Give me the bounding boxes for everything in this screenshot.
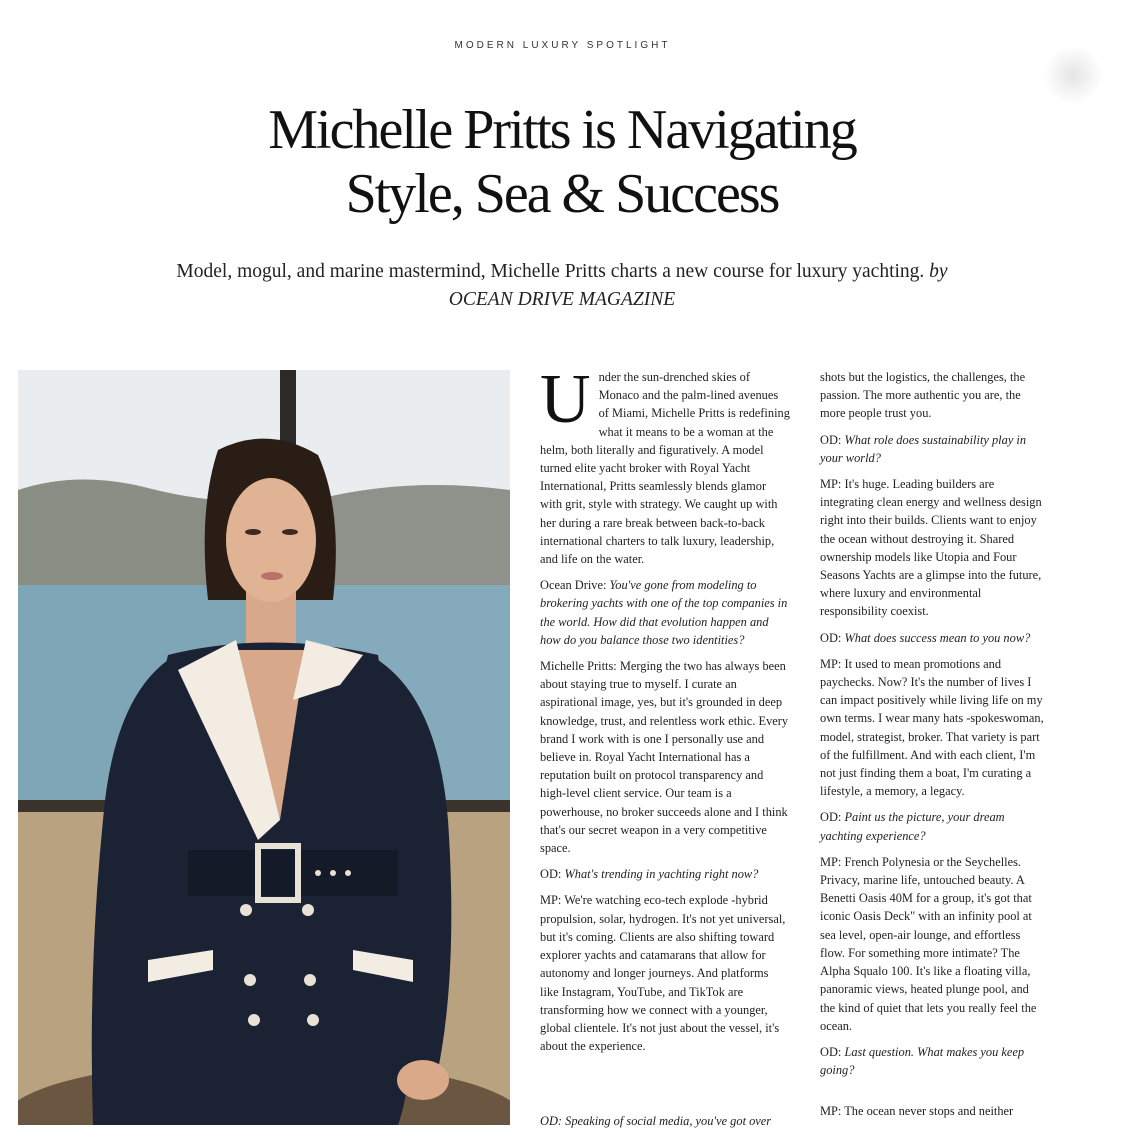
article-column-1: [540, 361, 790, 1063]
answer-4-speaker: MP:: [820, 477, 842, 492]
question-7-text: Last question. What makes you keep going?: [820, 1044, 1025, 1078]
question-6-speaker: OD:: [820, 810, 842, 825]
question-5-text: What does success mean to you now?: [844, 630, 1031, 645]
question-6: [820, 808, 1045, 844]
question-6-text: Paint us the picture, your dream yachting experience?: [820, 810, 1005, 843]
question-2-text: What's trending in yachting right now?: [564, 867, 759, 882]
question-1-text: You've gone from modeling to brokering yachts with one of the top companies in the world. How did that evolution happen and how do you balance those two identities?: [540, 578, 788, 647]
question-4-speaker: OD:: [820, 432, 842, 447]
dek-text: Model, mogul, and marine mastermind, Michelle Pritts charts a new course for luxury yachting.: [176, 261, 925, 282]
question-4-text: What role does sustainability play in your world?: [820, 432, 1027, 465]
answer-1-text: Merging the two has always been about staying true to myself. I curate an aspirational image, yes, but it's grounded in deep knowledge, trust, and relentless work ethic. Every brand I work with is one I personally use and believe in. Royal Yacht International has a reputation built on protocol transparency and high-level client service. Our team is a powerhouse, no broker succeeds alone and I think that's our secret weapon in a very competitive space.: [540, 659, 789, 856]
article-column-2: [820, 368, 1045, 1087]
question-1: [540, 576, 790, 649]
answer-6-speaker: MP:: [820, 854, 842, 869]
page-smudge: [1043, 45, 1103, 105]
question-2: [540, 865, 790, 883]
headline-line-2: Style, Sea & Success: [345, 163, 779, 225]
portrait-photo: [18, 370, 510, 1125]
headline-line-1: Michelle Pritts is Navigating: [268, 99, 856, 161]
question-7-speaker: OD:: [820, 1044, 842, 1059]
question-2-speaker: OD:: [540, 867, 562, 882]
intro-text: nder the sun-drenched skies of Monaco and the palm-lined avenues of Miami, Michelle Pritts is redefining what it means to be a woman at the helm, both literally and figuratively. A model turned elite yacht broker with Royal Yacht International, Pritts seamlessly blends glamor with grit, style with strategy. We caught up with her during a rare break between back-to-back international charters to talk luxury, leadership, and life on the water.: [540, 370, 790, 567]
answer-1: [540, 657, 790, 857]
answer-7-cut: MP: The ocean never stops and neither: [820, 1104, 1014, 1118]
question-5: [820, 629, 1045, 647]
answer-2-speaker: MP:: [540, 893, 562, 908]
question-1-speaker: Ocean Drive:: [540, 578, 607, 593]
answer-2-text: We're watching eco-tech explode -hybrid propulsion, solar, hydrogen. It's not yet universal, but it's coming. Clients are also shifting toward explorer yachts and catamarans that allow for autonomy and longer journeys. And platforms like Instagram, YouTube, and TikTok are transforming how we connect with a younger, global clientele. It's not just about the vessel, it's about the experience.: [540, 893, 786, 1054]
answer-5-speaker: MP:: [820, 656, 842, 671]
intro-paragraph: [540, 361, 790, 568]
dek: [162, 258, 962, 314]
answer-6: [820, 853, 1045, 1035]
question-3-cut: OD: Speaking of social media, you've got over: [540, 1114, 772, 1128]
column-2-lead: shots but the logistics, the challenges, the passion. The more authentic you are, the more people trust you.: [820, 370, 1026, 421]
drop-cap: U: [540, 361, 591, 438]
section-kicker: MODERN LUXURY SPOTLIGHT: [454, 40, 671, 51]
answer-4-text: It's huge. Leading builders are integrating clean energy and wellness design right into their builds. Clients want to enjoy the ocean without destroying it. Shared ownership models like Utopia and Four Seasons Yachts are a glimpse into the future, where luxury and environmental responsibility coexist.: [820, 477, 1042, 619]
question-4: [820, 431, 1045, 467]
answer-4: [820, 475, 1045, 621]
headline: [112, 98, 1012, 226]
answer-5-text: It used to mean promotions and paychecks. Now? It's the number of lives I can impact positively while living life on my own terms. I wear many hats -spokeswoman, model, strategist, broker. That variety is part of the fulfillment. And with each client, I'm not just finding them a boat, I'm curating a lifestyle, a memory, a legacy.: [820, 656, 1044, 799]
answer-2: [540, 891, 790, 1055]
answer-6-text: French Polynesia or the Seychelles. Privacy, marine life, untouched beauty. A Benetti Oasis 40M for a group, it's got that iconic Oasis Deck" with an infinity pool at sea level, open-air lounge, and effortless flow. For something more intimate? The Alpha Squalo 100. It's like a floating villa, panoramic views, heated plunge pool, and the kind of quiet that lets you really feel the ocean.: [820, 854, 1037, 1033]
answer-1-speaker: Michelle Pritts:: [540, 659, 617, 674]
byline: by OCEAN DRIVE MAGAZINE: [448, 261, 948, 310]
answer-5: [820, 655, 1045, 801]
question-5-speaker: OD:: [820, 630, 842, 645]
question-7: [820, 1043, 1045, 1079]
